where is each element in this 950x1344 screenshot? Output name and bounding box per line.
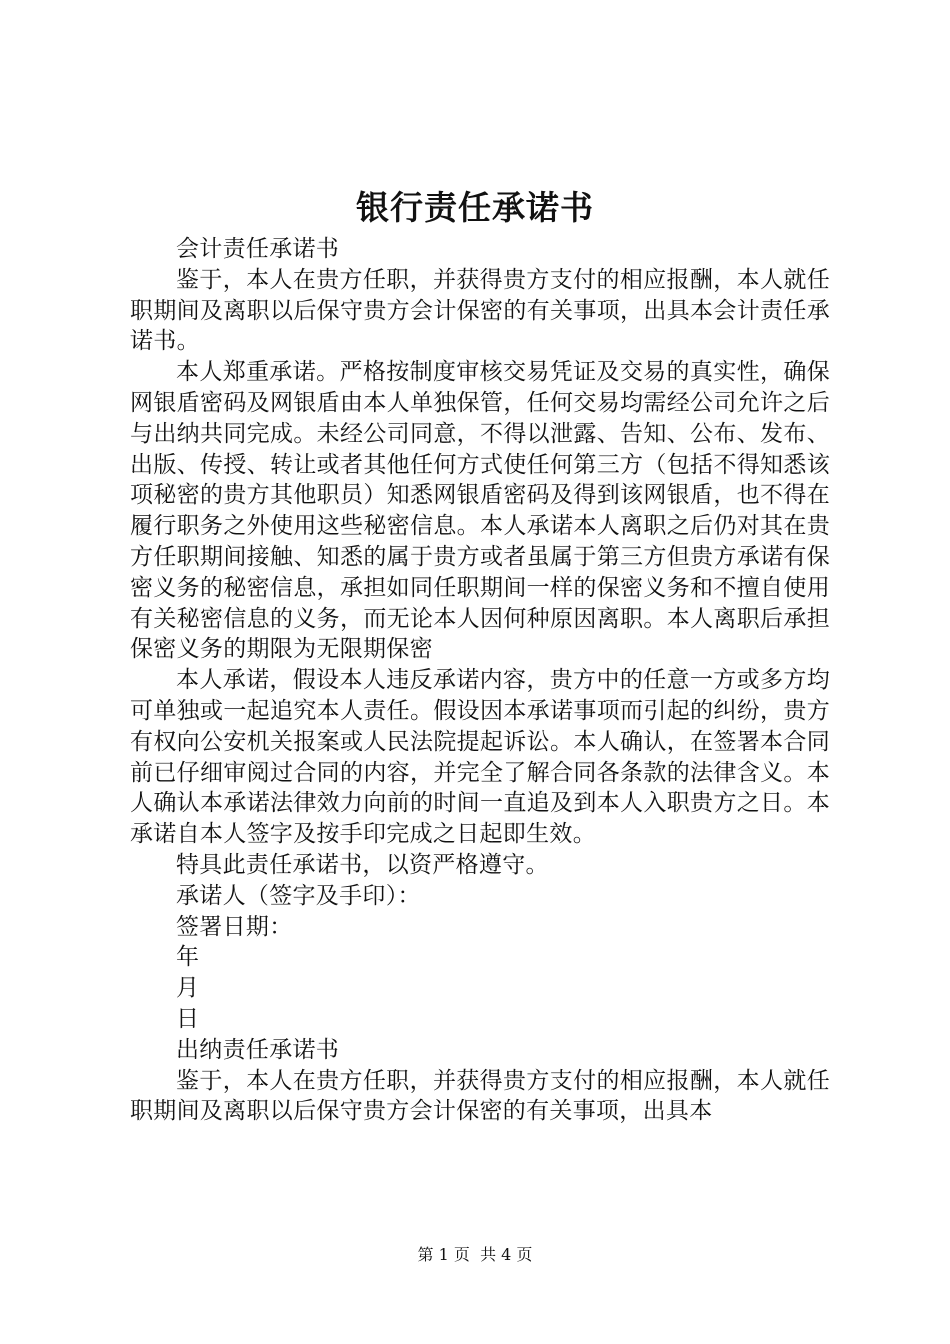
signature-line: 承诺人（签字及手印）： [176,882,421,909]
paragraph-preamble: 鉴于，本人在贵方任职，并获得贵方支付的相应报酬，本人就任职期间及离职以后保守贵方会计保密的有关事项，出具本会计责任承诺书。 [130,266,830,355]
paragraph-preamble-cashier: 鉴于，本人在贵方任职，并获得贵方支付的相应报酬，本人就任职期间及离职以后保守贵方会计保密的有关事项，出具本 [130,1067,830,1125]
paragraph-closing: 特具此责任承诺书，以资严格遵守。 [176,851,549,878]
date-day: 日 [176,1005,200,1032]
paragraph-commitment: 本人郑重承诺。严格按制度审核交易凭证及交易的真实性，确保网银盾密码及网银盾由本人单独保管，任何交易均需经公司允许之后与出纳共同完成。未经公司同意，不得以泄露、告知、公布、发布、出版、传授、转让或者其他任何方式使任何第三方（包括不得知悉该项秘密的贵方其他职员）知悉网银盾密码及得到该网银盾，也不得在履行职务之外使用这些秘密信息。本人承诺本人离职之后仍对其在贵方任职期间接触、知悉的属于贵方或者虽属于第三方但贵方承诺有保密义务的秘密信息，承担如同任职期间一样的保密义务和不擅自使用有关秘密信息的义务，而无论本人因何种原因离职。本人离职后承担保密义务的期限为无限期保密 [130,359,830,663]
section-heading-accounting: 会计责任承诺书 [176,236,340,262]
date-year: 年 [176,944,200,971]
page-footer [0,1243,950,1267]
document-body [130,234,830,1127]
paragraph-liability: 本人承诺，假设本人违反承诺内容，贵方中的任意一方或多方均可单独或一起追究本人责任。假设因本承诺事项而引起的纠纷，贵方有权向公安机关报案或人民法院提起诉讼。本人确认，在签署本合同前已仔细审阅过合同的内容，并完全了解合同各条款的法律含义。本人确认本承诺法律效力向前的时间一直追及到本人入职贵方之日。本承诺自本人签字及按手印完成之日起即生效。 [130,667,830,848]
document-title: 银行责任承诺书 [356,188,594,227]
page-number: 第 1 页 [417,1245,470,1264]
page-total: 共 4 页 [480,1245,533,1264]
date-label: 签署日期： [176,913,293,940]
date-month: 月 [176,975,200,1002]
section-heading-cashier: 出纳责任承诺书 [176,1036,340,1063]
